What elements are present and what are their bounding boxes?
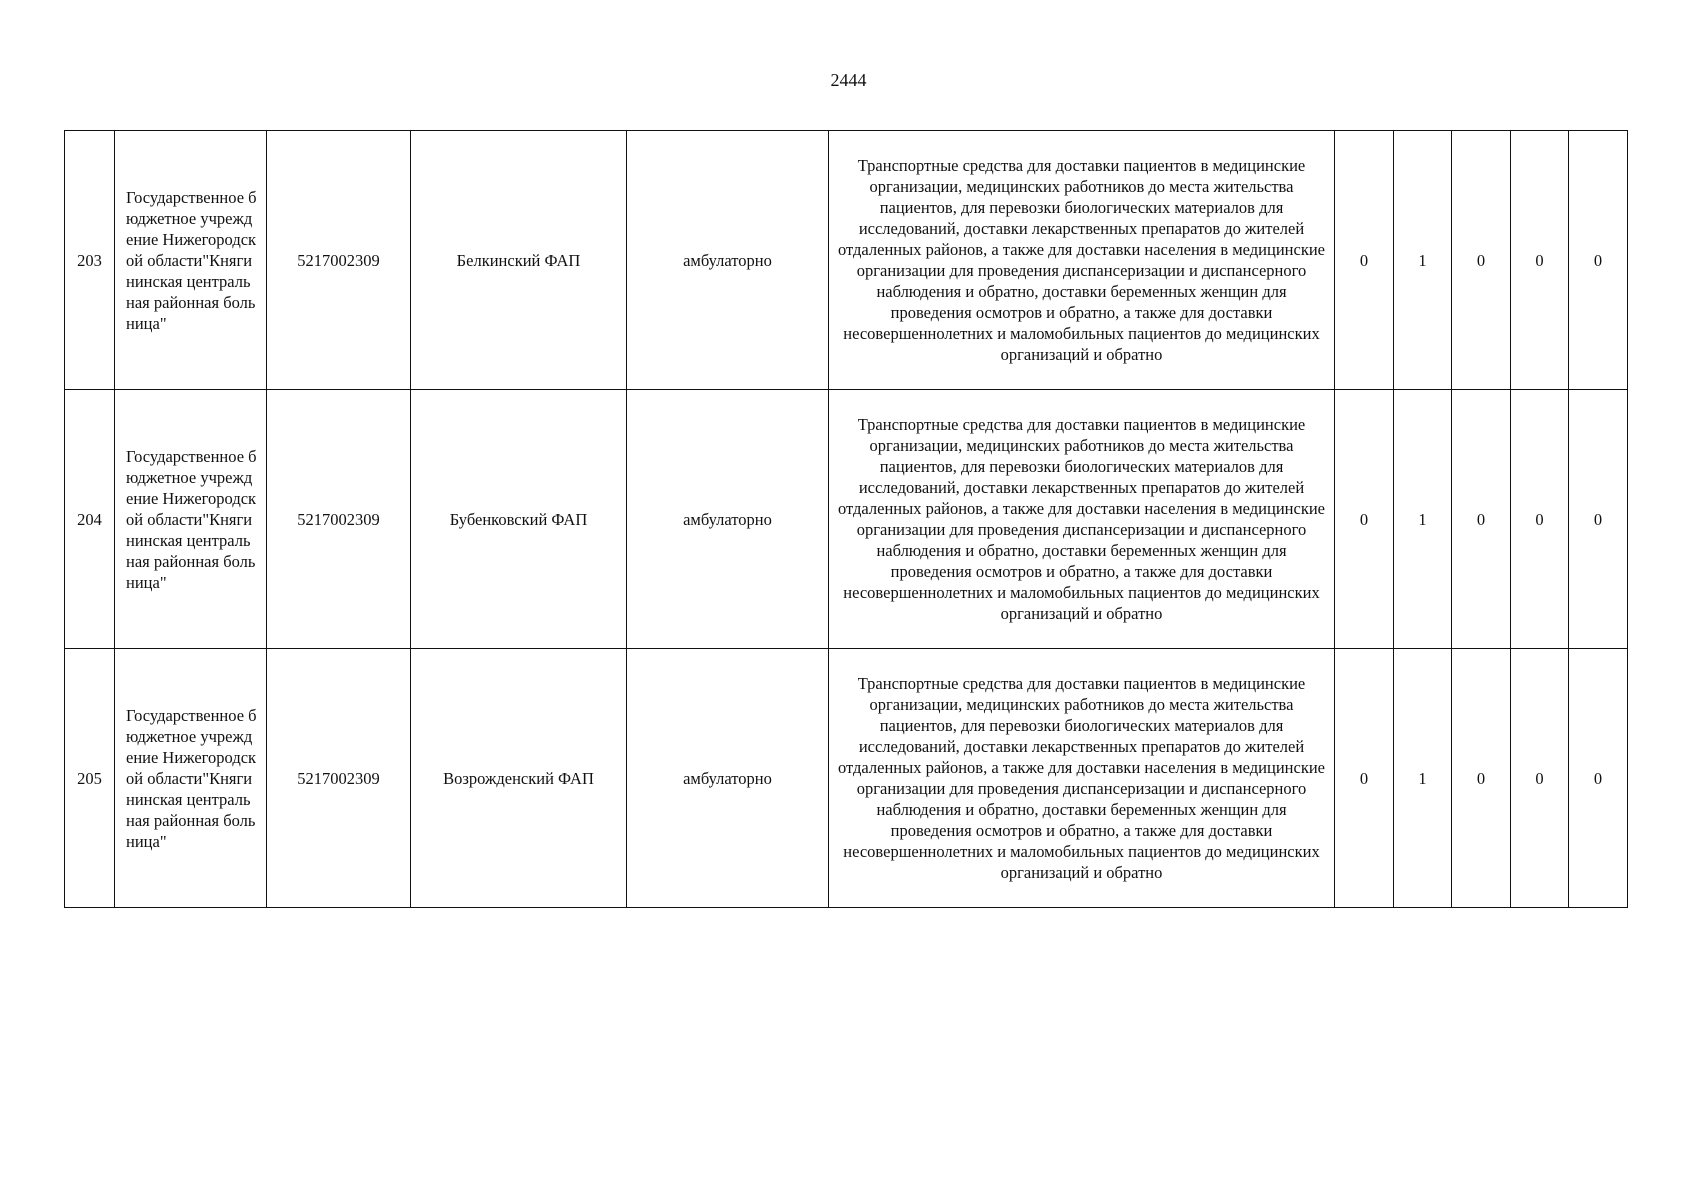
page-number: 2444 <box>830 70 867 90</box>
care-condition: амбулаторно <box>627 390 829 649</box>
value-col-4: 0 <box>1511 390 1569 649</box>
table-row <box>65 390 1628 649</box>
organization-name: Государственное бюджетное учреждение Нижегородской области"Княгининская центральная районная больница" <box>115 131 267 390</box>
value-col-5: 0 <box>1569 131 1628 390</box>
value-col-3: 0 <box>1452 649 1511 908</box>
subdivision: Бубенковский ФАП <box>411 390 627 649</box>
value-col-1: 0 <box>1335 131 1394 390</box>
inn: 5217002309 <box>267 649 411 908</box>
value-col-3: 0 <box>1452 390 1511 649</box>
row-number: 205 <box>65 649 115 908</box>
inn: 5217002309 <box>267 131 411 390</box>
vehicle-purpose: Транспортные средства для доставки пациентов в медицинские организации, медицинских работников до места жительства пациентов, для перевозки биологических материалов для исследований, доставки лекарственных препаратов до жителей отдаленных районов, а также для доставки населения в медицинские организации для проведения диспансеризации и диспансерного наблюдения и обратно, доставки беременных женщин для проведения осмотров и обратно, а также для доставки несовершеннолетних и маломобильных пациентов до медицинских организаций и обратно <box>829 390 1335 649</box>
subdivision: Возрожденский ФАП <box>411 649 627 908</box>
value-col-4: 0 <box>1511 649 1569 908</box>
row-number: 203 <box>65 131 115 390</box>
vehicle-purpose: Транспортные средства для доставки пациентов в медицинские организации, медицинских работников до места жительства пациентов, для перевозки биологических материалов для исследований, доставки лекарственных препаратов до жителей отдаленных районов, а также для доставки населения в медицинские организации для проведения диспансеризации и диспансерного наблюдения и обратно, доставки беременных женщин для проведения осмотров и обратно, а также для доставки несовершеннолетних и маломобильных пациентов до медицинских организаций и обратно <box>829 131 1335 390</box>
value-col-2: 1 <box>1394 390 1452 649</box>
value-col-4: 0 <box>1511 131 1569 390</box>
vehicles-table <box>64 130 1628 908</box>
value-col-1: 0 <box>1335 649 1394 908</box>
vehicle-purpose: Транспортные средства для доставки пациентов в медицинские организации, медицинских работников до места жительства пациентов, для перевозки биологических материалов для исследований, доставки лекарственных препаратов до жителей отдаленных районов, а также для доставки населения в медицинские организации для проведения диспансеризации и диспансерного наблюдения и обратно, доставки беременных женщин для проведения осмотров и обратно, а также для доставки несовершеннолетних и маломобильных пациентов до медицинских организаций и обратно <box>829 649 1335 908</box>
value-col-5: 0 <box>1569 390 1628 649</box>
value-col-2: 1 <box>1394 131 1452 390</box>
organization-name: Государственное бюджетное учреждение Нижегородской области"Княгининская центральная районная больница" <box>115 649 267 908</box>
care-condition: амбулаторно <box>627 649 829 908</box>
table-row <box>65 649 1628 908</box>
value-col-1: 0 <box>1335 390 1394 649</box>
row-number: 204 <box>65 390 115 649</box>
inn: 5217002309 <box>267 390 411 649</box>
care-condition: амбулаторно <box>627 131 829 390</box>
subdivision: Белкинский ФАП <box>411 131 627 390</box>
value-col-5: 0 <box>1569 649 1628 908</box>
table-row <box>65 131 1628 390</box>
value-col-3: 0 <box>1452 131 1511 390</box>
value-col-2: 1 <box>1394 649 1452 908</box>
organization-name: Государственное бюджетное учреждение Нижегородской области"Княгининская центральная районная больница" <box>115 390 267 649</box>
